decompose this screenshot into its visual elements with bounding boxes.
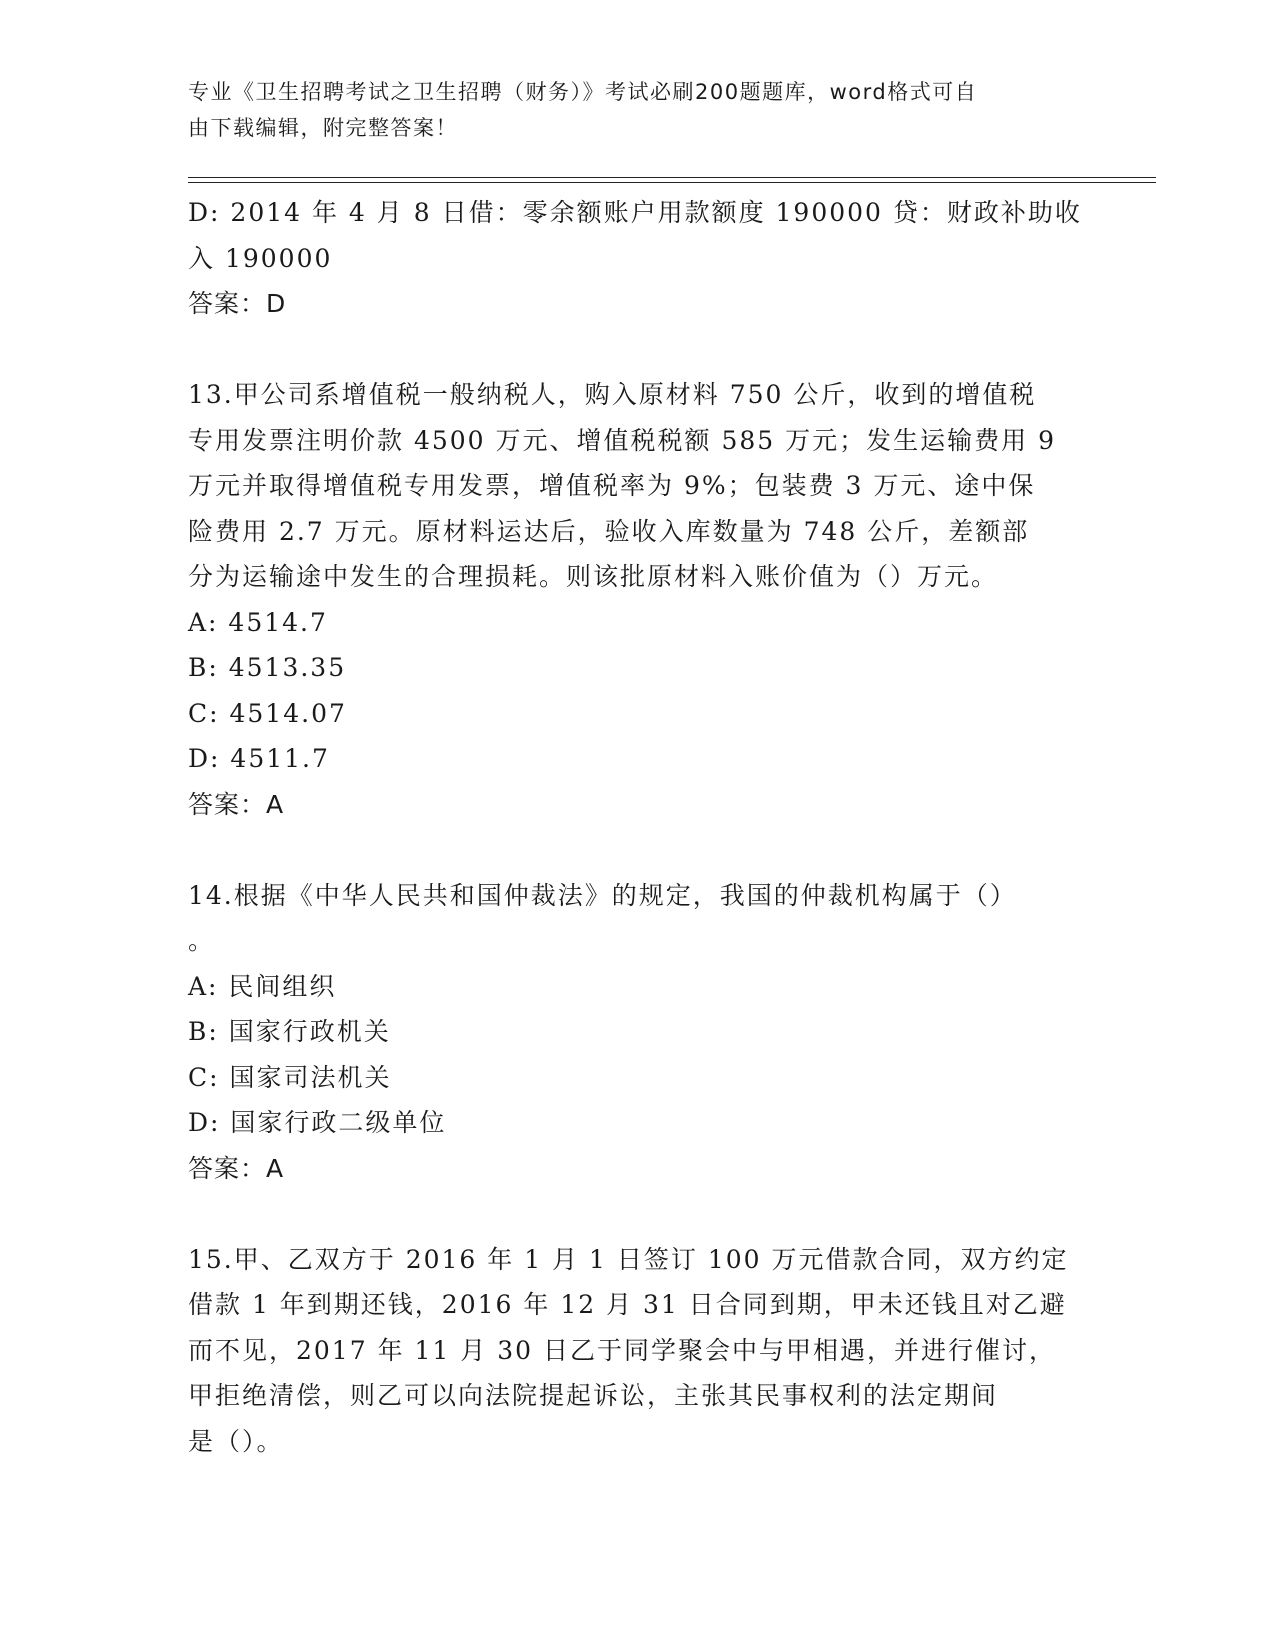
- option-d: D: 4511.7: [188, 744, 330, 773]
- option-b: B: 国家行政机关: [188, 1017, 391, 1046]
- answer-line: 答案：A: [188, 789, 285, 819]
- question-stem-line: 14.根据《中华人民共和国仲裁法》的规定，我国的仲裁机构属于（）: [188, 880, 1017, 910]
- document-body: [188, 190, 1088, 1464]
- header-line: 专业《卫生招聘考试之卫生招聘（财务）》考试必刷200题题库，word格式可自: [188, 80, 978, 104]
- question-stem-line: 而不见，2017 年 11 月 30 日乙于同学聚会中与甲相遇，并进行催讨，: [188, 1335, 1056, 1365]
- option-d: D: 国家行政二级单位: [188, 1108, 447, 1137]
- header-divider: [188, 177, 1156, 183]
- option-a: A: 民间组织: [188, 971, 337, 1001]
- option-a: A: 4514.7: [188, 607, 328, 637]
- question-stem-line: 专用发票注明价款 4500 万元、增值税税额 585 万元；发生运输费用 9: [188, 425, 1056, 455]
- option-c: C: 4514.07: [188, 698, 347, 728]
- question-stem-line: 险费用 2.7 万元。原材料运达后，验收入库数量为 748 公斤，差额部: [188, 516, 1030, 546]
- option-d-line: D: 2014 年 4 月 8 日借：零余额账户用款额度 190000 贷：财政补助收: [188, 198, 1082, 227]
- question-12-tail: [188, 190, 1088, 327]
- question-stem-line: 分为运输途中发生的合理损耗。则该批原材料入账价值为（）万元。: [188, 562, 999, 591]
- question-stem-line: 15.甲、乙双方于 2016 年 1 月 1 日签订 100 万元借款合同，双方约定: [188, 1244, 1069, 1274]
- question-stem-line: 。: [188, 926, 216, 955]
- document-header: [188, 74, 1068, 146]
- answer-line: 答案：D: [188, 289, 287, 318]
- question-stem-line: 13.甲公司系增值税一般纳税人，购入原材料 750 公斤，收到的增值税: [188, 380, 1037, 409]
- question-stem-line: 甲拒绝清偿，则乙可以向法院提起诉讼，主张其民事权利的法定期间: [188, 1381, 999, 1410]
- option-c: C: 国家司法机关: [188, 1062, 392, 1092]
- option-d-line: 入 190000: [188, 243, 333, 273]
- question-stem-line: 是（）。: [188, 1426, 284, 1456]
- question-stem-line: 万元并取得增值税专用发票，增值税率为 9%；包装费 3 万元、途中保: [188, 471, 1036, 500]
- header-line: 由下载编辑，附完整答案！: [188, 116, 458, 140]
- question-15: [188, 1237, 1088, 1465]
- question-stem-line: 借款 1 年到期还钱，2016 年 12 月 31 日合同到期，甲未还钱且对乙避: [188, 1290, 1067, 1319]
- spacer: [188, 827, 1088, 873]
- answer-line: 答案：A: [188, 1153, 285, 1183]
- question-13: [188, 372, 1088, 827]
- spacer: [188, 327, 1088, 373]
- option-b: B: 4513.35: [188, 653, 347, 682]
- question-14: [188, 873, 1088, 1192]
- spacer: [188, 1191, 1088, 1237]
